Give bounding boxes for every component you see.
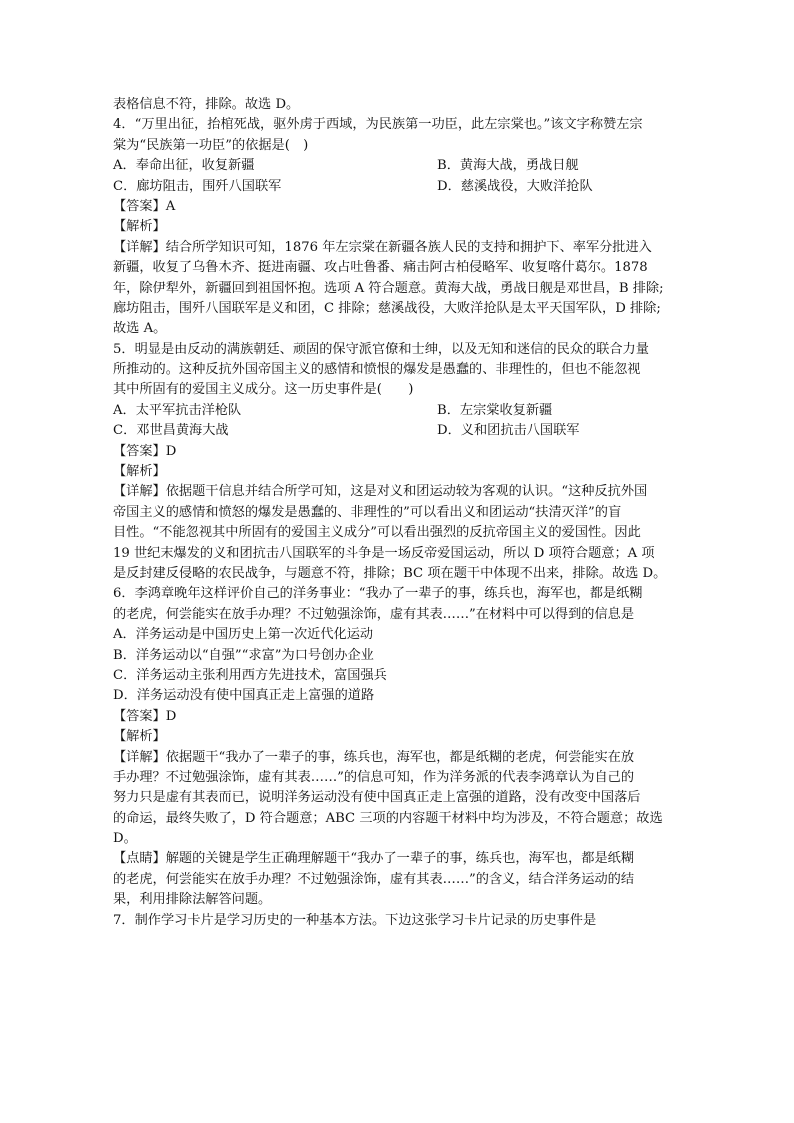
option-a: A．奉命出征，收复新疆 — [113, 158, 255, 174]
detail-line: 的命运，最终失败了，D 符合题意；ABC 三项的内容题干材料中均为涉及，不符合题意；故选 — [113, 810, 663, 826]
option-d: D．慈溪战役，大败洋抢队 — [437, 178, 593, 194]
answer-label: 【答案】D — [113, 443, 177, 459]
question-4-options-row-1 — [113, 156, 683, 176]
document-page — [113, 95, 683, 931]
option-c: C．洋务运动主张利用西方先进技术，富国强兵 — [113, 667, 387, 683]
detail-line: 故选 A。 — [113, 321, 167, 337]
analysis-label: 【解析】 — [113, 219, 166, 235]
analysis-label: 【解析】 — [113, 464, 166, 480]
question-5-stem: 5．明显是由反动的满族朝廷、顽固的保守派官僚和士绅，以及无知和迷信的民众的联合力量 — [113, 341, 649, 357]
detail-line: 目性。“不能忽视其中所固有的爱国主义成分”可以看出强烈的反抗帝国主义的爱国性。因此 — [113, 525, 641, 541]
detail-line: 廊坊阻击，围歼八国联军是义和团，C 排除；慈溪战役，大败洋抢队是太平天国军队，D 排除; — [113, 300, 661, 316]
question-5-options-row-1 — [113, 401, 683, 421]
tip-line: 果，利用排除法解答问题。 — [113, 892, 272, 908]
detail-line: 【详解】依据题干“我办了一辈子的事，练兵也，海军也，都是纸糊的老虎，何尝能实在放 — [113, 749, 635, 765]
detail-line: 【详解】结合所学知识可知，1876 年左宗棠在新疆各族人民的支持和拥护下、率军分批进入 — [113, 239, 652, 255]
option-a: A．洋务运动是中国历史上第一次近代化运动 — [113, 627, 374, 643]
answer-label: 【答案】D — [113, 708, 177, 724]
detail-line: D。 — [113, 831, 137, 847]
question-6-stem: 6．李鸿章晚年这样评价自己的洋务事业：“我办了一辈子的事，练兵也，海军也，都是纸糊 — [113, 586, 643, 602]
option-c: C．邓世昌黄海大战 — [113, 423, 229, 439]
option-a: A．太平军抗击洋枪队 — [113, 402, 242, 418]
question-6-stem-cont: 的老虎，何尝能实在放手办理？不过勉强涂饰，虚有其表……”在材料中可以得到的信息是 — [113, 606, 635, 622]
tip-line: 【点睛】解题的关键是学生正确理解题干“我办了一辈子的事，练兵也，海军也，都是纸糊 — [113, 851, 635, 867]
option-c: C．廊坊阻击，围歼八国联军 — [113, 178, 282, 194]
option-d: D．洋务运动没有使中国真正走上富强的道路 — [113, 688, 375, 704]
option-b: B．黄海大战，勇战日舰 — [437, 158, 579, 174]
question-4-options-row-2 — [113, 177, 683, 197]
detail-line: 手办理？不过勉强涂饰，虚有其表……”的信息可知，作为洋务派的代表李鸿章认为自己的 — [113, 769, 635, 785]
detail-line: 努力只是虚有其表而已，说明洋务运动没有使中国真正走上富强的道路，没有改变中国落后 — [113, 790, 641, 806]
question-5-stem-cont: 所推动的。这种反抗外国帝国主义的感情和愤恨的爆发是愚蠢的、非理性的，但也不能忽视 — [113, 362, 641, 378]
detail-line: 新疆，收复了乌鲁木齐、挺进南疆、攻占吐鲁番、痛击阿古柏侵略军、收复喀什葛尔。1878 — [113, 260, 648, 276]
detail-line: 帝国主义的感情和愤怒的爆发是愚蠢的、非理性的”可以看出义和团运动“扶清灭洋”的盲 — [113, 504, 622, 520]
detail-line: 【详解】依据题干信息并结合所学可知，这是对义和团运动较为客观的认识。“这种反抗外国 — [113, 484, 648, 500]
option-b: B．洋务运动以“自强”“求富”为口号创办企业 — [113, 647, 374, 663]
option-d: D．义和团抗击八国联军 — [437, 423, 580, 439]
question-4-stem-cont: 棠为“民族第一功臣”的依据是( ) — [113, 137, 309, 153]
detail-line: 年，除伊犁外，新疆回到祖国怀抱。选项 A 符合题意。黄海大战，勇战日舰是邓世昌，B 排除; — [113, 280, 664, 296]
question-4-stem: 4．“万里出征，抬棺死战，驱外虏于西域，为民族第一功臣，此左宗棠也。”该文字称赞左宗 — [113, 117, 643, 133]
answer-label: 【答案】A — [113, 198, 176, 214]
tip-line: 的老虎，何尝能实在放手办理？不过勉强涂饰，虚有其表……”的含义，结合洋务运动的结 — [113, 871, 635, 887]
detail-line: 是反封建反侵略的农民战争，与题意不符，排除；BC 项在题干中体现不出来，排除。故选 D。 — [113, 565, 667, 581]
analysis-label: 【解析】 — [113, 729, 166, 745]
question-5-stem-cont: 其中所固有的爱国主义成分。这一历史事件是( ) — [113, 382, 414, 398]
text-line: 表格信息不符，排除。故选 D。 — [113, 97, 300, 112]
question-7-stem: 7．制作学习卡片是学习历史的一种基本方法。下边这张学习卡片记录的历史事件是 — [113, 912, 597, 928]
option-b: B．左宗棠收复新疆 — [437, 402, 553, 418]
detail-line: 19 世纪末爆发的义和团抗击八国联军的斗争是一场反帝爱国运动，所以 D 项符合题意；A 项 — [113, 545, 655, 561]
question-5-options-row-2 — [113, 421, 683, 441]
